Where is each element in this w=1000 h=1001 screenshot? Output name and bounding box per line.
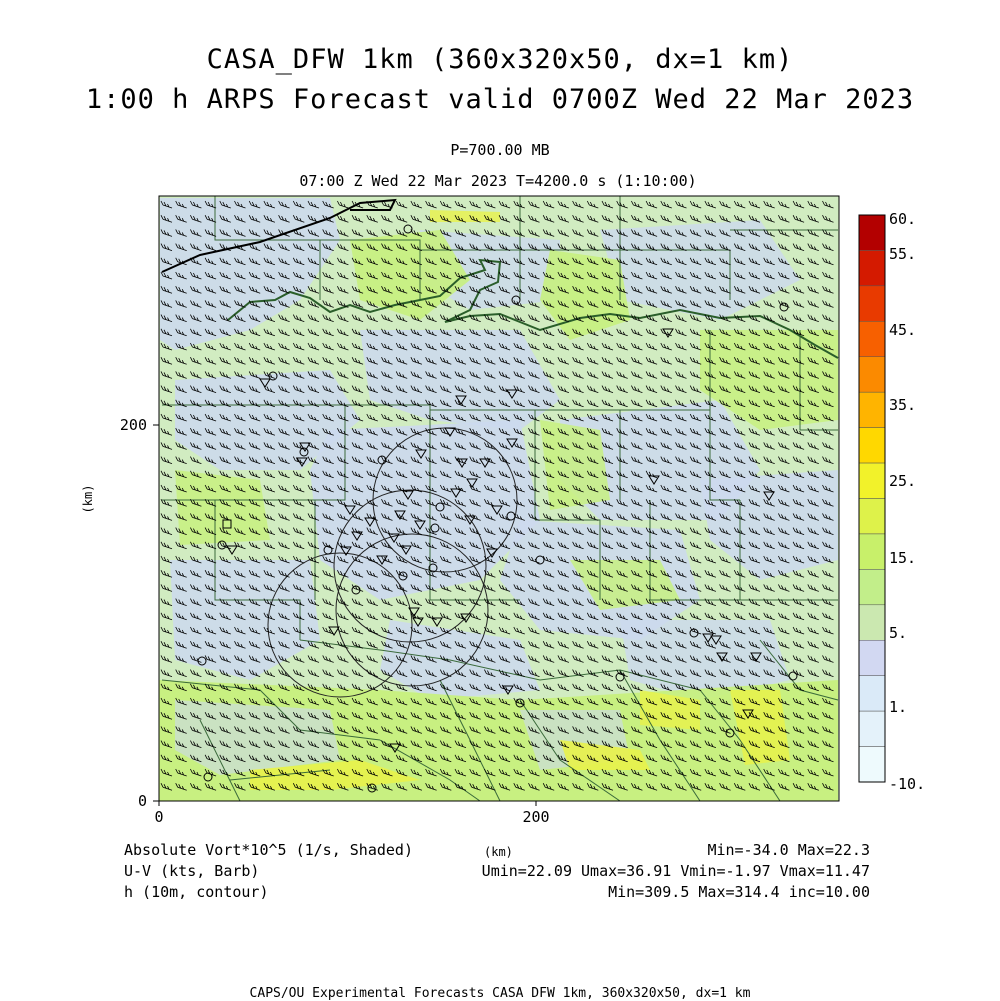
colorbar-label: 60. (889, 210, 917, 228)
shaded-min-max: Min=-34.0 Max=22.3 (707, 841, 870, 859)
pressure-level: P=700.00 MB (450, 141, 550, 159)
colorbar-swatch (859, 569, 885, 604)
colorbar-swatch (859, 321, 885, 356)
colorbar-label: 1. (889, 698, 908, 716)
colorbar-swatch (859, 676, 885, 711)
colorbar-label: 35. (889, 396, 917, 414)
colorbar-label: 5. (889, 624, 908, 642)
colorbar-swatch (859, 357, 885, 392)
colorbar-swatch (859, 215, 885, 250)
legend-shaded-field: Absolute Vort*10^5 (1/s, Shaded) (124, 841, 413, 859)
x-tick-label-0: 0 (154, 808, 164, 826)
y-tick-label-0: 0 (137, 792, 147, 810)
legend-barb-field: U-V (kts, Barb) (124, 862, 260, 880)
x-axis-label: (km) (484, 845, 513, 859)
y-axis-label: (km) (81, 484, 95, 514)
colorbar-label: 15. (889, 549, 917, 567)
y-tick-label-200: 200 (119, 416, 147, 434)
contour-min-max: Min=309.5 Max=314.4 inc=10.00 (608, 883, 870, 901)
colorbar (859, 210, 925, 793)
colorbar-swatch (859, 605, 885, 640)
colorbar-swatch (859, 428, 885, 463)
plot-subtitle: 1:00 h ARPS Forecast valid 0700Z Wed 22 Mar 2023 (85, 84, 915, 115)
colorbar-swatch (859, 711, 885, 746)
colorbar-swatch (859, 250, 885, 285)
colorbar-swatch (859, 392, 885, 427)
colorbar-label: 45. (889, 321, 917, 339)
colorbar-label: 25. (889, 472, 917, 490)
colorbar-swatch (859, 463, 885, 498)
colorbar-swatch (859, 499, 885, 534)
valid-time: 07:00 Z Wed 22 Mar 2023 T=4200.0 s (1:10:00) (299, 172, 697, 190)
colorbar-swatch (859, 747, 885, 782)
colorbar-label: -10. (889, 775, 926, 793)
colorbar-swatch (859, 640, 885, 675)
colorbar-swatch (859, 286, 885, 321)
wind-min-max: Umin=22.09 Umax=36.91 Vmin=-1.97 Vmax=11.47 (481, 862, 870, 880)
colorbar-label: 55. (889, 245, 917, 263)
legend-contour-field: h (10m, contour) (124, 883, 269, 901)
footer-credit: CAPS/OU Experimental Forecasts CASA DFW 1km, 360x320x50, dx=1 km (249, 986, 751, 1001)
colorbar-swatch (859, 534, 885, 569)
plot-title: CASA_DFW 1km (360x320x50, dx=1 km) (206, 44, 794, 75)
x-tick-label-200: 200 (522, 808, 550, 826)
